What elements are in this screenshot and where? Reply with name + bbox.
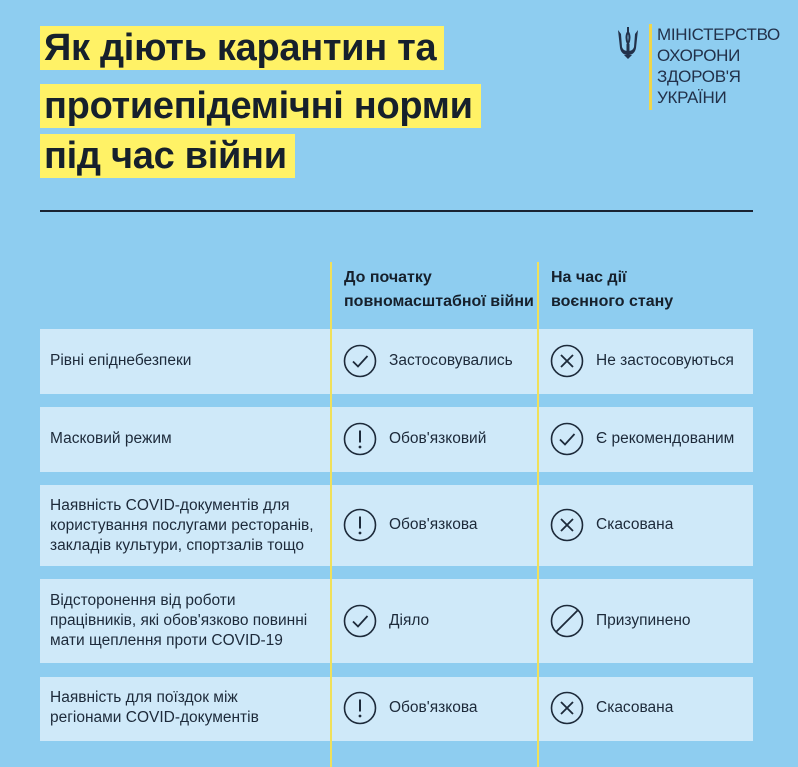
- status-text: Не застосовуються: [596, 352, 734, 369]
- status-before: [343, 688, 478, 728]
- cross-icon: [550, 691, 584, 725]
- row-label-line: закладів культури, спортзалів тощо: [50, 537, 305, 554]
- status-text: Обов'язковий: [389, 430, 487, 447]
- status-text: Діяло: [389, 612, 430, 629]
- ministry-line: УКРАЇНИ: [657, 88, 727, 107]
- status-during: [550, 601, 691, 641]
- status-during: [550, 505, 673, 545]
- column-header-line: повномасштабної війни: [344, 293, 534, 310]
- status-during: [550, 341, 734, 381]
- row-label-line: Наявність для поїздок між: [50, 689, 238, 706]
- row-label-line: Відсторонення від роботи: [50, 592, 236, 609]
- row-label: [50, 496, 314, 556]
- row-label-line: Рівні епіднебезпеки: [50, 352, 192, 369]
- ministry-name: [657, 24, 780, 108]
- ministry-line: ОХОРОНИ: [657, 46, 741, 65]
- status-during: [550, 419, 734, 459]
- column-header-before: [344, 266, 534, 314]
- status-text: Обов'язкова: [389, 516, 478, 533]
- row-label-line: мати щеплення проти COVID-19: [50, 632, 283, 649]
- status-text: Обов'язкова: [389, 699, 478, 716]
- status-before: [343, 419, 486, 459]
- trident-icon: [616, 26, 640, 60]
- title-line-3: під час війни: [40, 134, 295, 178]
- title-line-1: Як діють карантин та: [40, 26, 444, 70]
- slash-icon: [550, 604, 584, 638]
- column-divider-during: [537, 262, 539, 767]
- row-label: [50, 429, 172, 449]
- check-icon: [343, 604, 377, 638]
- exclamation-icon: [343, 508, 377, 542]
- status-text: Призупинено: [596, 612, 691, 629]
- ministry-line: МІНІСТЕРСТВО: [657, 25, 780, 44]
- row-label-line: Масковий режим: [50, 430, 172, 447]
- status-text: Скасована: [596, 516, 674, 533]
- cross-icon: [550, 508, 584, 542]
- status-before: [343, 341, 513, 381]
- table-row: [40, 407, 753, 472]
- status-text: Є рекомендованим: [596, 430, 735, 447]
- status-during: [550, 688, 673, 728]
- column-header-line: На час дії: [551, 269, 627, 286]
- status-before: [343, 601, 429, 641]
- table-row: [40, 329, 753, 394]
- exclamation-icon: [343, 691, 377, 725]
- row-label-line: регіонами COVID-документів: [50, 709, 259, 726]
- row-label: [50, 591, 307, 651]
- check-icon: [343, 344, 377, 378]
- column-header-during: [551, 266, 673, 314]
- ministry-line: ЗДОРОВ'Я: [657, 67, 741, 86]
- table-row: [40, 579, 753, 663]
- status-text: Скасована: [596, 699, 674, 716]
- status-before: [343, 505, 478, 545]
- ministry-divider: [649, 24, 652, 110]
- row-label: [50, 351, 191, 371]
- row-label-line: користування послугами ресторанів,: [50, 517, 314, 534]
- cross-icon: [550, 344, 584, 378]
- column-header-line: До початку: [344, 269, 432, 286]
- row-label-line: Наявність COVID-документів для: [50, 497, 290, 514]
- table-row: [40, 677, 753, 741]
- ministry-logo: [616, 22, 780, 112]
- check-icon: [550, 422, 584, 456]
- column-header-line: воєнного стану: [551, 293, 674, 310]
- row-label: [50, 688, 259, 728]
- title-line-2: протиепідемічні норми: [40, 84, 481, 128]
- exclamation-icon: [343, 422, 377, 456]
- table-row: [40, 485, 753, 566]
- header-divider: [40, 210, 753, 212]
- column-divider-before: [330, 262, 332, 767]
- status-text: Застосовувались: [389, 352, 513, 369]
- row-label-line: працівників, які обов'язково повинні: [50, 612, 308, 629]
